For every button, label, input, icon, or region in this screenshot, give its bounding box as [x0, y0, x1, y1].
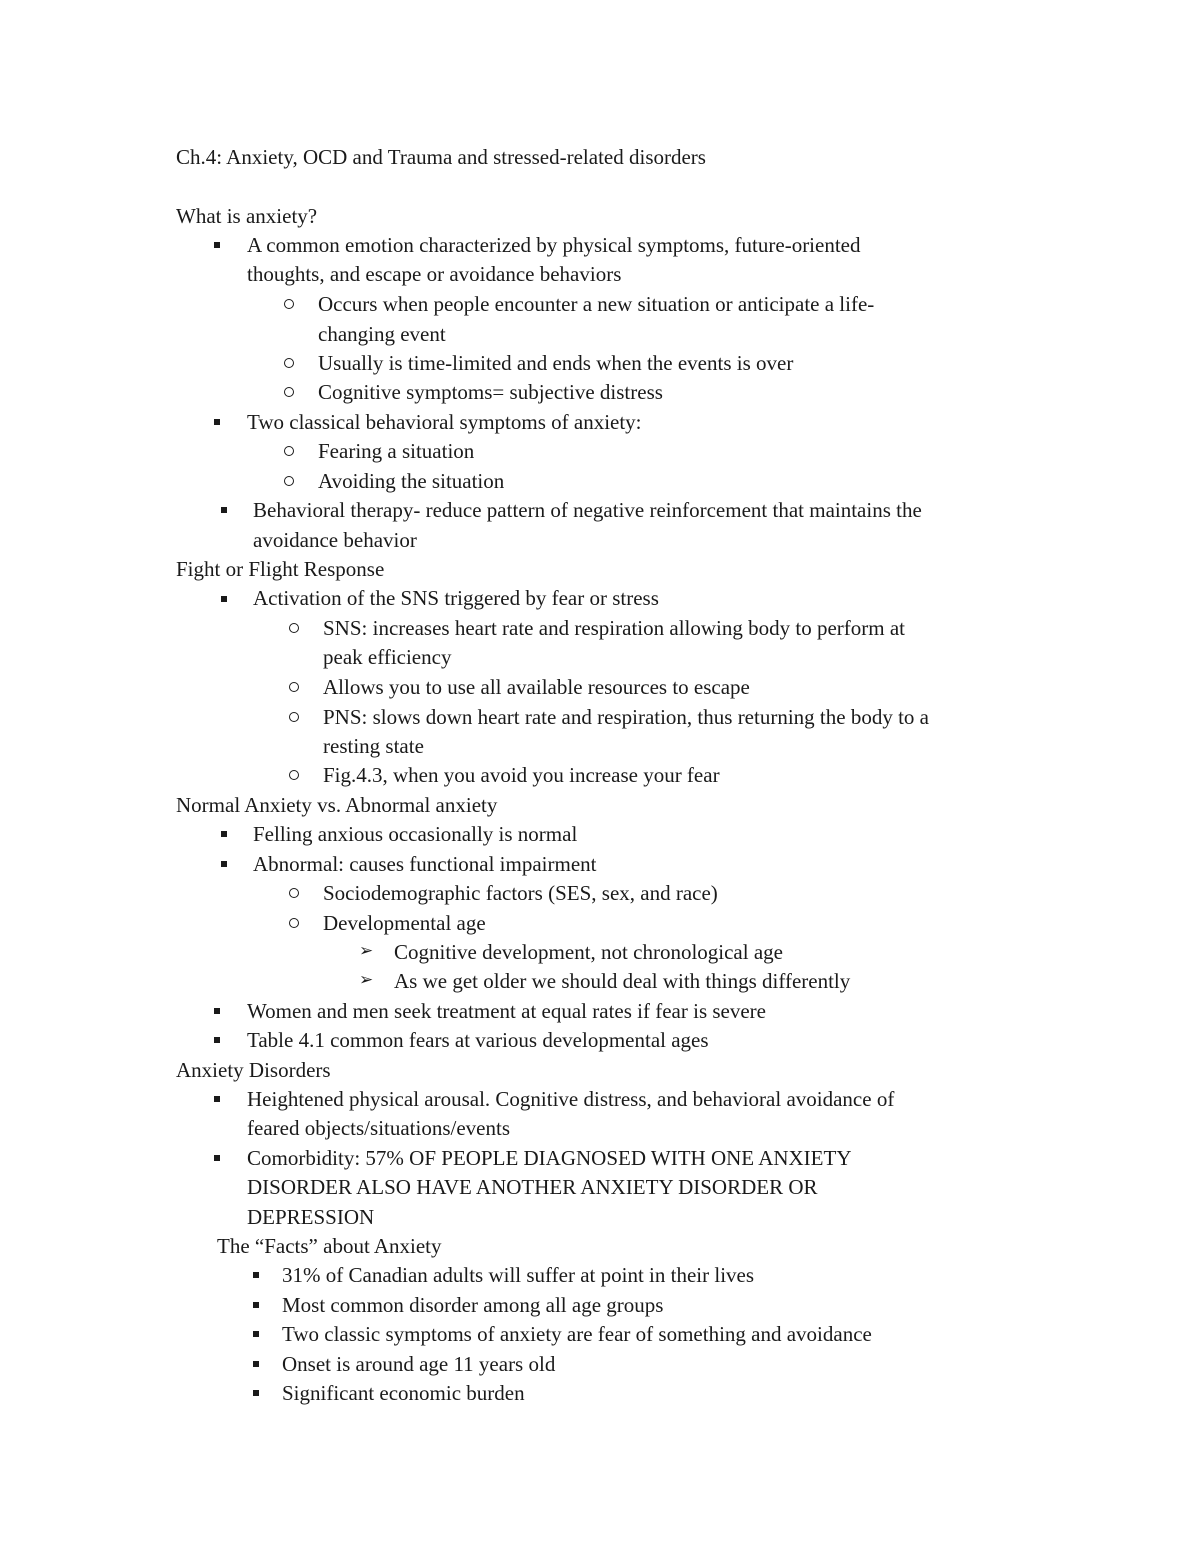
- circle-bullet-icon: [289, 918, 299, 928]
- circle-bullet-icon: [284, 476, 294, 486]
- square-bullet-icon: [214, 1008, 220, 1014]
- circle-bullet-icon: [289, 770, 299, 780]
- bullet-text: Abnormal: causes functional impairment: [253, 852, 597, 876]
- heading-what-is-anxiety: What is anxiety?: [176, 204, 318, 228]
- sub-bullet-text: PNS: slows down heart rate and respiration, thus returning the body to a: [323, 705, 929, 729]
- sub-bullet-text: Usually is time-limited and ends when the events is over: [318, 351, 794, 375]
- sub-bullet-text: peak efficiency: [323, 645, 452, 669]
- square-bullet-icon: [214, 1037, 220, 1043]
- circle-bullet-icon: [289, 623, 299, 633]
- sub-bullet-text: Fig.4.3, when you avoid you increase your fear: [323, 763, 720, 787]
- sub-bullet-text: Occurs when people encounter a new situation or anticipate a life-: [318, 292, 875, 316]
- sub-sub-bullet-text: As we get older we should deal with things differently: [394, 969, 851, 993]
- sub-sub-bullet-text: Cognitive development, not chronological age: [394, 940, 783, 964]
- sub-bullet-text: Cognitive symptoms= subjective distress: [318, 380, 663, 404]
- sub-bullet-text: Fearing a situation: [318, 439, 475, 463]
- arrowhead-bullet-icon: ➢: [359, 941, 374, 961]
- list-item: 31% of Canadian adults will suffer at point in their lives: [282, 1263, 755, 1287]
- square-bullet-icon: [253, 1302, 259, 1308]
- bullet-text: DISORDER ALSO HAVE ANOTHER ANXIETY DISORDER OR: [247, 1175, 818, 1199]
- bullet-text: Women and men seek treatment at equal rates if fear is severe: [247, 999, 766, 1023]
- bullet-text: thoughts, and escape or avoidance behaviors: [247, 262, 622, 286]
- square-bullet-icon: [221, 831, 227, 837]
- bullet-text: DEPRESSION: [247, 1205, 375, 1229]
- bullet-text: Comorbidity: 57% OF PEOPLE DIAGNOSED WITH ONE ANXIETY: [247, 1146, 852, 1170]
- bullet-text: Activation of the SNS triggered by fear or stress: [253, 586, 659, 610]
- sub-bullet-text: Avoiding the situation: [318, 469, 505, 493]
- square-bullet-icon: [221, 596, 227, 602]
- circle-bullet-icon: [284, 358, 294, 368]
- square-bullet-icon: [221, 861, 227, 867]
- sub-bullet-text: Sociodemographic factors (SES, sex, and race): [323, 881, 718, 905]
- circle-bullet-icon: [284, 387, 294, 397]
- circle-bullet-icon: [289, 888, 299, 898]
- heading-facts: The “Facts” about Anxiety: [217, 1234, 442, 1258]
- circle-bullet-icon: [289, 712, 299, 722]
- bullet-text: Table 4.1 common fears at various developmental ages: [247, 1028, 709, 1052]
- square-bullet-icon: [253, 1272, 259, 1278]
- heading-normal-vs-abnormal: Normal Anxiety vs. Abnormal anxiety: [176, 793, 498, 817]
- square-bullet-icon: [253, 1390, 259, 1396]
- bullet-text: Behavioral therapy- reduce pattern of negative reinforcement that maintains the: [253, 498, 922, 522]
- square-bullet-icon: [214, 1096, 220, 1102]
- bullet-text: Two classical behavioral symptoms of anxiety:: [247, 410, 642, 434]
- circle-bullet-icon: [284, 446, 294, 456]
- doc-title: Ch.4: Anxiety, OCD and Trauma and stressed-related disorders: [176, 145, 706, 169]
- sub-bullet-text: Developmental age: [323, 911, 486, 935]
- heading-fight-or-flight: Fight or Flight Response: [176, 557, 385, 581]
- sub-bullet-text: Allows you to use all available resources to escape: [323, 675, 750, 699]
- square-bullet-icon: [214, 419, 220, 425]
- square-bullet-icon: [253, 1331, 259, 1337]
- list-item: Onset is around age 11 years old: [282, 1352, 556, 1376]
- bullet-text: feared objects/situations/events: [247, 1116, 511, 1140]
- arrowhead-bullet-icon: ➢: [359, 970, 374, 990]
- bullet-text: avoidance behavior: [253, 528, 417, 552]
- list-item: Significant economic burden: [282, 1381, 525, 1405]
- circle-bullet-icon: [289, 682, 299, 692]
- square-bullet-icon: [214, 1155, 220, 1161]
- sub-bullet-text: changing event: [318, 322, 446, 346]
- list-item: Two classic symptoms of anxiety are fear of something and avoidance: [282, 1322, 872, 1346]
- square-bullet-icon: [214, 242, 220, 248]
- bullet-text: A common emotion characterized by physical symptoms, future-oriented: [247, 233, 861, 257]
- bullet-text: Felling anxious occasionally is normal: [253, 822, 578, 846]
- square-bullet-icon: [221, 507, 227, 513]
- square-bullet-icon: [253, 1361, 259, 1367]
- list-item: Most common disorder among all age groups: [282, 1293, 664, 1317]
- sub-bullet-text: SNS: increases heart rate and respiration allowing body to perform at: [323, 616, 905, 640]
- sub-bullet-text: resting state: [323, 734, 424, 758]
- bullet-text: Heightened physical arousal. Cognitive distress, and behavioral avoidance of: [247, 1087, 895, 1111]
- heading-anxiety-disorders: Anxiety Disorders: [176, 1058, 331, 1082]
- circle-bullet-icon: [284, 299, 294, 309]
